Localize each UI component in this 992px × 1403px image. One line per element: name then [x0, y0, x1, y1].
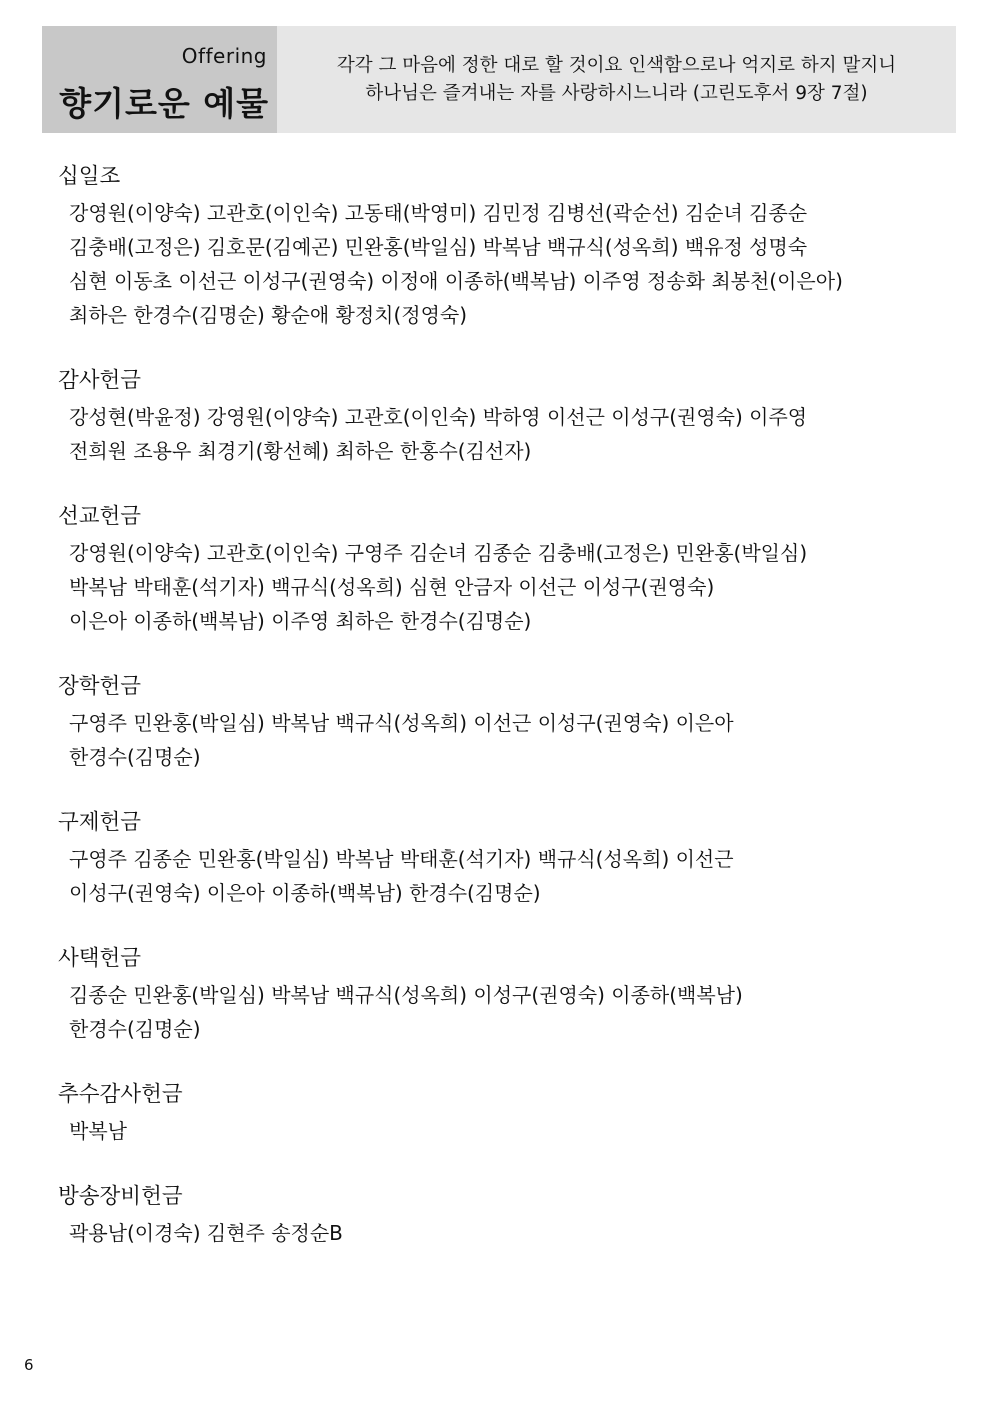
section-title: 감사헌금	[58, 368, 142, 393]
verse-line-2: 하나님은 즐겨내는 자를 사랑하시느니라 (고린도후서 9장 7절)	[365, 82, 868, 104]
header-label-ko: 향기로운 예물	[59, 84, 269, 123]
header-label-en: Offering	[181, 44, 267, 68]
section-broadcast-equipment	[58, 1180, 948, 1250]
section-title: 선교헌금	[58, 504, 142, 529]
section-harvest-thanksgiving	[58, 1078, 948, 1148]
donor-line: 곽용남(이경숙) 김현주 송정순B	[69, 1221, 343, 1245]
donor-line: 이성구(권영숙) 이은아 이종하(백복남) 한경수(김명순)	[69, 881, 541, 905]
donor-line: 박복남 박태훈(석기자) 백규식(성옥희) 심현 안금자 이선근 이성구(권영숙)	[69, 575, 715, 599]
section-relief	[58, 806, 948, 910]
section-scholarship	[58, 670, 948, 774]
donor-line: 구영주 김종순 민완홍(박일심) 박복남 박태훈(석기자) 백규식(성옥희) 이선근	[69, 847, 734, 871]
donor-line: 김충배(고정은) 김호문(김예곤) 민완홍(박일심) 박복남 백규식(성옥희) 백유정 성명숙	[69, 235, 808, 259]
section-parsonage	[58, 942, 948, 1046]
section-mission	[58, 500, 948, 638]
donor-line: 강성현(박윤정) 강영원(이양숙) 고관호(이인숙) 박하영 이선근 이성구(권영숙) 이주영	[69, 405, 808, 429]
page-number: 6	[24, 1356, 34, 1374]
header-title-box	[42, 26, 277, 133]
section-title: 십일조	[58, 164, 121, 189]
bible-verse	[337, 52, 896, 108]
donor-line: 구영주 민완홍(박일심) 박복남 백규식(성옥희) 이선근 이성구(권영숙) 이은아	[69, 711, 734, 735]
offering-list	[58, 160, 948, 1282]
section-title: 사택헌금	[58, 946, 142, 971]
donor-line: 강영원(이양숙) 고관호(이인숙) 구영주 김순녀 김종순 김충배(고정은) 민완홍(박일심)	[69, 541, 808, 565]
donor-line: 박복남	[69, 1119, 127, 1143]
offering-header	[42, 26, 956, 133]
donor-line: 김종순 민완홍(박일심) 박복남 백규식(성옥희) 이성구(권영숙) 이종하(백복남)	[69, 983, 743, 1007]
section-title: 방송장비헌금	[58, 1184, 183, 1209]
section-title: 추수감사헌금	[58, 1082, 183, 1107]
donor-line: 최하은 한경수(김명순) 황순애 황정치(정영숙)	[69, 303, 468, 327]
section-thanksgiving	[58, 364, 948, 468]
section-tithe	[58, 160, 948, 332]
donor-line: 한경수(김명순)	[69, 1017, 201, 1041]
section-title: 구제헌금	[58, 810, 142, 835]
donor-line: 한경수(김명순)	[69, 745, 201, 769]
donor-line: 심현 이동초 이선근 이성구(권영숙) 이정애 이종하(백복남) 이주영 정송화 최봉천(이은아)	[69, 269, 843, 293]
donor-line: 전희원 조용우 최경기(황선혜) 최하은 한홍수(김선자)	[69, 439, 532, 463]
donor-line: 이은아 이종하(백복남) 이주영 최하은 한경수(김명순)	[69, 609, 532, 633]
section-title: 장학헌금	[58, 674, 142, 699]
verse-line-1: 각각 그 마음에 정한 대로 할 것이요 인색함으로나 억지로 하지 말지니	[336, 54, 897, 76]
donor-line: 강영원(이양숙) 고관호(이인숙) 고동태(박영미) 김민정 김병선(곽순선) 김순녀 김종순	[69, 201, 808, 225]
verse-box	[277, 26, 956, 133]
